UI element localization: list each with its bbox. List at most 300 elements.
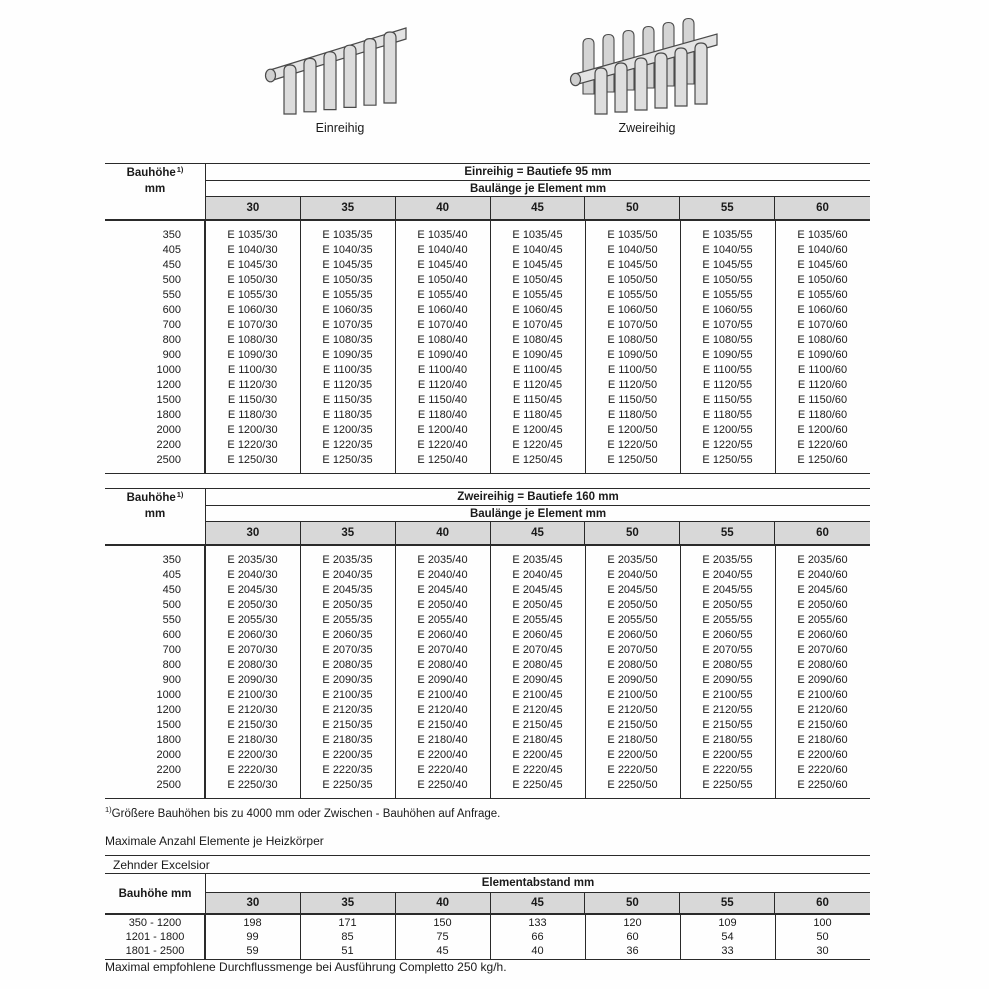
max-elements-value-cell: 109	[718, 917, 737, 929]
max-elements-value-cell: 59	[246, 945, 259, 957]
table-row	[105, 332, 870, 347]
model-code-cell: E 1035/45	[512, 228, 563, 241]
model-code-cell: E 1035/60	[797, 228, 848, 241]
table-row	[105, 777, 870, 792]
model-code-cell: E 2220/55	[702, 763, 753, 776]
model-code-cell: E 2045/40	[417, 583, 468, 596]
model-code-cell: E 2040/35	[322, 568, 373, 581]
model-code-cell: E 2040/60	[797, 568, 848, 581]
table-column-separator-line	[300, 546, 301, 798]
model-code-cell: E 2100/35	[322, 688, 373, 701]
model-code-cell: E 1045/50	[607, 258, 658, 271]
model-code-cell: E 2150/50	[607, 718, 658, 731]
model-code-cell: E 1080/55	[702, 333, 753, 346]
footnote-marker: 1)	[176, 490, 184, 499]
column-header-45: 45	[491, 196, 586, 219]
model-code-cell: E 2180/35	[322, 733, 373, 746]
model-code-cell: E 1120/60	[797, 378, 848, 391]
height-range-cell: 1801 - 2500	[125, 945, 185, 957]
model-code-cell: E 1250/50	[607, 453, 658, 466]
footnote-text: Größere Bauhöhen bis zu 4000 mm oder Zwischen - Bauhöhen auf Anfrage.	[111, 807, 501, 820]
model-code-cell: E 2090/55	[702, 673, 753, 686]
model-code-cell: E 1250/60	[797, 453, 848, 466]
max-elements-value-cell: 60	[626, 931, 639, 943]
table-column-separator-line	[490, 221, 491, 473]
model-code-cell: E 1060/35	[322, 303, 373, 316]
table-row	[105, 672, 870, 687]
table-row	[105, 422, 870, 437]
model-code-cell: E 2050/60	[797, 598, 848, 611]
table-row	[105, 702, 870, 717]
model-code-cell: E 1070/35	[322, 318, 373, 331]
model-code-cell: E 1250/45	[512, 453, 563, 466]
model-code-cell: E 1250/55	[702, 453, 753, 466]
model-code-cell: E 2035/60	[797, 553, 848, 566]
model-code-cell: E 1200/35	[322, 423, 373, 436]
model-code-cell: E 1090/40	[417, 348, 468, 361]
row-height-value: 2200	[156, 438, 181, 451]
model-code-cell: E 2050/30	[227, 598, 278, 611]
model-code-cell: E 1220/55	[702, 438, 753, 451]
footnote-marker: 1)	[105, 805, 112, 814]
model-code-cell: E 2090/35	[322, 673, 373, 686]
model-code-cell: E 1080/35	[322, 333, 373, 346]
model-code-cell: E 2090/30	[227, 673, 278, 686]
model-code-cell: E 2180/45	[512, 733, 563, 746]
model-code-cell: E 2180/60	[797, 733, 848, 746]
table-row	[105, 582, 870, 597]
model-code-cell: E 1180/60	[797, 408, 848, 421]
model-code-cell: E 1070/60	[797, 318, 848, 331]
model-code-cell: E 1035/55	[702, 228, 753, 241]
model-code-cell: E 2055/55	[702, 613, 753, 626]
model-code-cell: E 1035/50	[607, 228, 658, 241]
model-code-cell: E 1090/45	[512, 348, 563, 361]
radiator-single-row-icon	[260, 12, 420, 116]
model-code-cell: E 2080/35	[322, 658, 373, 671]
table-row	[105, 407, 870, 422]
model-code-cell: E 1090/55	[702, 348, 753, 361]
table-row	[105, 347, 870, 362]
table-einreihig-subtitle-row	[105, 181, 870, 196]
model-code-cell: E 1055/35	[322, 288, 373, 301]
table-column-separator-line	[680, 221, 681, 473]
max-elements-value-cell: 198	[243, 917, 262, 929]
model-code-cell: E 2045/45	[512, 583, 563, 596]
max-elements-value-cell: 150	[433, 917, 452, 929]
model-code-cell: E 1120/45	[512, 378, 563, 391]
model-code-cell: E 1150/40	[417, 393, 468, 406]
model-code-cell: E 2060/55	[702, 628, 753, 641]
model-code-cell: E 1200/30	[227, 423, 278, 436]
table-row	[105, 916, 870, 930]
model-code-cell: E 1055/55	[702, 288, 753, 301]
model-code-cell: E 1050/60	[797, 273, 848, 286]
model-code-cell: E 1100/50	[607, 363, 658, 376]
table-row	[105, 747, 870, 762]
model-code-cell: E 1150/35	[322, 393, 373, 406]
model-code-cell: E 2055/60	[797, 613, 848, 626]
table-column-separator-line	[775, 915, 776, 959]
model-code-cell: E 1090/60	[797, 348, 848, 361]
model-code-cell: E 1150/55	[702, 393, 753, 406]
row-header-label: Bauhöhe	[126, 491, 176, 504]
table-column-separator-line	[680, 915, 681, 959]
row-height-value: 405	[162, 243, 181, 256]
table-column-separator-line	[775, 221, 776, 473]
model-code-cell: E 1045/45	[512, 258, 563, 271]
row-height-value: 1200	[156, 378, 181, 391]
table-row	[105, 227, 870, 242]
row-height-value: 700	[162, 318, 181, 331]
flow-rate-note: Maximal empfohlene Durchflussmenge bei Ausführung Completto 250 kg/h.	[105, 960, 507, 974]
model-code-cell: E 1055/40	[417, 288, 468, 301]
table-column-separator-line	[395, 915, 396, 959]
column-headers	[205, 196, 870, 219]
table-zweireihig-column-header-row	[105, 521, 870, 546]
model-code-cell: E 1090/35	[322, 348, 373, 361]
table-column-separator-line	[585, 546, 586, 798]
table-max-elements-header	[105, 874, 870, 915]
model-code-cell: E 1220/50	[607, 438, 658, 451]
table-title: Einreihig = Bautiefe 95 mm	[205, 164, 870, 181]
table-column-separator-line	[300, 221, 301, 473]
table-zweireihig-body	[105, 546, 870, 798]
model-code-cell: E 2035/40	[417, 553, 468, 566]
model-code-cell: E 2060/40	[417, 628, 468, 641]
model-code-cell: E 1045/40	[417, 258, 468, 271]
table-column-separator-line	[680, 546, 681, 798]
model-code-cell: E 1055/60	[797, 288, 848, 301]
model-code-cell: E 1080/45	[512, 333, 563, 346]
model-code-cell: E 2050/55	[702, 598, 753, 611]
model-code-cell: E 1220/45	[512, 438, 563, 451]
table-subtitle: Baulänge je Element mm	[205, 181, 870, 196]
row-height-value: 900	[162, 673, 181, 686]
model-code-cell: E 2070/55	[702, 643, 753, 656]
model-code-cell: E 1100/60	[797, 363, 848, 376]
model-code-cell: E 1100/30	[227, 363, 278, 376]
max-elements-value-cell: 100	[813, 917, 832, 929]
model-code-cell: E 1040/55	[702, 243, 753, 256]
row-height-value: 600	[162, 303, 181, 316]
row-height-value: 550	[162, 288, 181, 301]
brand-label: Zehnder Excelsior	[105, 856, 870, 874]
model-code-cell: E 1055/30	[227, 288, 278, 301]
model-code-cell: E 2250/30	[227, 778, 278, 791]
model-code-cell: E 2080/45	[512, 658, 563, 671]
model-code-cell: E 1120/35	[322, 378, 373, 391]
model-code-cell: E 1200/60	[797, 423, 848, 436]
model-code-cell: E 2120/60	[797, 703, 848, 716]
column-header-40: 40	[396, 521, 491, 544]
model-code-cell: E 1100/55	[702, 363, 753, 376]
max-elements-value-cell: 51	[341, 945, 354, 957]
model-code-cell: E 1070/30	[227, 318, 278, 331]
model-code-cell: E 1050/45	[512, 273, 563, 286]
model-code-cell: E 2090/60	[797, 673, 848, 686]
table-row	[105, 272, 870, 287]
max-elements-value-cell: 85	[341, 931, 354, 943]
model-code-cell: E 2100/50	[607, 688, 658, 701]
table-row	[105, 762, 870, 777]
table-row	[105, 392, 870, 407]
max-elements-value-cell: 33	[721, 945, 734, 957]
row-height-value: 1800	[156, 408, 181, 421]
model-code-cell: E 1180/50	[607, 408, 658, 421]
model-code-cell: E 1040/60	[797, 243, 848, 256]
max-elements-value-cell: 40	[531, 945, 544, 957]
model-code-cell: E 2150/30	[227, 718, 278, 731]
model-code-cell: E 1250/35	[322, 453, 373, 466]
column-headers	[205, 892, 870, 913]
table-row	[105, 317, 870, 332]
max-elements-value-cell: 54	[721, 931, 734, 943]
model-code-cell: E 2100/45	[512, 688, 563, 701]
row-header-bauhoehe-mm: Bauhöhe mm	[118, 887, 192, 900]
model-code-cell: E 1070/55	[702, 318, 753, 331]
table-max-elements	[105, 855, 870, 960]
model-code-cell: E 2050/40	[417, 598, 468, 611]
model-code-cell: E 2220/35	[322, 763, 373, 776]
model-code-cell: E 1200/50	[607, 423, 658, 436]
model-code-cell: E 1250/40	[417, 453, 468, 466]
max-elements-value-cell: 36	[626, 945, 639, 957]
model-code-cell: E 2040/40	[417, 568, 468, 581]
model-code-cell: E 2250/50	[607, 778, 658, 791]
table-zweireihig	[105, 488, 870, 799]
column-header-60: 60	[775, 892, 870, 913]
table-main-separator-line	[204, 546, 206, 798]
model-code-cell: E 2250/60	[797, 778, 848, 791]
row-height-value: 450	[162, 583, 181, 596]
row-height-value: 1500	[156, 393, 181, 406]
model-code-cell: E 1080/40	[417, 333, 468, 346]
model-code-cell: E 2200/30	[227, 748, 278, 761]
table-column-separator-line	[775, 546, 776, 798]
model-code-cell: E 2040/50	[607, 568, 658, 581]
table-column-separator-line	[490, 546, 491, 798]
model-code-cell: E 2220/30	[227, 763, 278, 776]
row-height-value: 2000	[156, 748, 181, 761]
model-code-cell: E 2080/40	[417, 658, 468, 671]
model-code-cell: E 1120/30	[227, 378, 278, 391]
model-code-cell: E 2070/60	[797, 643, 848, 656]
column-header-60: 60	[775, 521, 870, 544]
max-elements-value-cell: 99	[246, 931, 259, 943]
row-header-unit: mm	[144, 507, 166, 520]
model-code-cell: E 1220/30	[227, 438, 278, 451]
table-max-elements-body	[105, 915, 870, 959]
row-height-value: 1000	[156, 688, 181, 701]
model-code-cell: E 2055/30	[227, 613, 278, 626]
table-column-separator-line	[585, 221, 586, 473]
model-code-cell: E 2055/45	[512, 613, 563, 626]
model-code-cell: E 1045/55	[702, 258, 753, 271]
model-code-cell: E 1200/45	[512, 423, 563, 436]
row-height-value: 700	[162, 643, 181, 656]
illustration-label-einreihig: Einreihig	[315, 121, 365, 135]
model-code-cell: E 2060/50	[607, 628, 658, 641]
column-header-50: 50	[585, 892, 680, 913]
row-height-value: 1200	[156, 703, 181, 716]
model-code-cell: E 2090/40	[417, 673, 468, 686]
model-code-cell: E 2055/50	[607, 613, 658, 626]
model-code-cell: E 2050/35	[322, 598, 373, 611]
model-code-cell: E 2220/40	[417, 763, 468, 776]
model-code-cell: E 2180/30	[227, 733, 278, 746]
max-elements-value-cell: 75	[436, 931, 449, 943]
row-height-value: 2500	[156, 453, 181, 466]
model-code-cell: E 2045/50	[607, 583, 658, 596]
model-code-cell: E 1035/30	[227, 228, 278, 241]
height-range-cell: 1201 - 1800	[125, 931, 185, 943]
row-height-value: 600	[162, 628, 181, 641]
model-code-cell: E 2090/50	[607, 673, 658, 686]
model-code-cell: E 2100/30	[227, 688, 278, 701]
model-code-cell: E 1060/45	[512, 303, 563, 316]
model-code-cell: E 1050/40	[417, 273, 468, 286]
model-code-cell: E 2120/35	[322, 703, 373, 716]
table-column-separator-line	[395, 221, 396, 473]
table-zweireihig-subtitle-row	[105, 506, 870, 521]
model-code-cell: E 2040/55	[702, 568, 753, 581]
model-code-cell: E 1050/55	[702, 273, 753, 286]
model-code-cell: E 1080/50	[607, 333, 658, 346]
table-row	[105, 717, 870, 732]
table-column-separator-line	[395, 546, 396, 798]
table-main-separator-line	[204, 915, 206, 959]
model-code-cell: E 1060/40	[417, 303, 468, 316]
table-row	[105, 302, 870, 317]
model-code-cell: E 1180/40	[417, 408, 468, 421]
max-elements-value-cell: 30	[816, 945, 829, 957]
model-code-cell: E 2060/35	[322, 628, 373, 641]
table-row	[105, 657, 870, 672]
column-header-45: 45	[491, 521, 586, 544]
column-header-40: 40	[396, 196, 491, 219]
model-code-cell: E 2100/60	[797, 688, 848, 701]
table-row	[105, 452, 870, 467]
model-code-cell: E 2035/35	[322, 553, 373, 566]
table-subtitle: Baulänge je Element mm	[205, 506, 870, 521]
table-einreihig-title-row	[105, 164, 870, 181]
model-code-cell: E 1035/35	[322, 228, 373, 241]
model-code-cell: E 2120/50	[607, 703, 658, 716]
model-code-cell: E 2200/50	[607, 748, 658, 761]
model-code-cell: E 1070/40	[417, 318, 468, 331]
model-code-cell: E 2200/40	[417, 748, 468, 761]
model-code-cell: E 2250/40	[417, 778, 468, 791]
model-code-cell: E 2045/55	[702, 583, 753, 596]
model-code-cell: E 2070/35	[322, 643, 373, 656]
column-header-35: 35	[301, 521, 396, 544]
model-code-cell: E 2035/55	[702, 553, 753, 566]
table-row	[105, 437, 870, 452]
model-code-cell: E 1180/45	[512, 408, 563, 421]
footnote-marker: 1)	[176, 165, 184, 174]
radiator-illustration-einreihig	[258, 12, 422, 135]
table-row	[105, 377, 870, 392]
model-code-cell: E 2250/35	[322, 778, 373, 791]
row-height-value: 550	[162, 613, 181, 626]
model-code-cell: E 2070/50	[607, 643, 658, 656]
table-row	[105, 552, 870, 567]
model-code-cell: E 1045/30	[227, 258, 278, 271]
table-row	[105, 732, 870, 747]
model-code-cell: E 2035/30	[227, 553, 278, 566]
model-code-cell: E 2055/40	[417, 613, 468, 626]
model-code-cell: E 2100/55	[702, 688, 753, 701]
table-row	[105, 597, 870, 612]
max-elements-value-cell: 120	[623, 917, 642, 929]
model-code-cell: E 2120/30	[227, 703, 278, 716]
row-height-value: 1800	[156, 733, 181, 746]
model-code-cell: E 1150/30	[227, 393, 278, 406]
model-code-cell: E 2035/45	[512, 553, 563, 566]
table-einreihig	[105, 163, 870, 474]
model-code-cell: E 2150/55	[702, 718, 753, 731]
model-code-cell: E 2080/55	[702, 658, 753, 671]
model-code-cell: E 1060/50	[607, 303, 658, 316]
model-code-cell: E 1180/30	[227, 408, 278, 421]
model-code-cell: E 2200/55	[702, 748, 753, 761]
row-height-value: 2200	[156, 763, 181, 776]
model-code-cell: E 2200/35	[322, 748, 373, 761]
row-height-value: 900	[162, 348, 181, 361]
radiator-illustration-zweireihig	[565, 8, 729, 135]
column-header-spacer	[105, 196, 205, 219]
column-header-45: 45	[491, 892, 586, 913]
model-code-cell: E 2180/50	[607, 733, 658, 746]
model-code-cell: E 2150/60	[797, 718, 848, 731]
model-code-cell: E 1055/50	[607, 288, 658, 301]
model-code-cell: E 2120/40	[417, 703, 468, 716]
table-row	[105, 567, 870, 582]
table-column-separator-line	[585, 915, 586, 959]
model-code-cell: E 1050/50	[607, 273, 658, 286]
model-code-cell: E 1050/30	[227, 273, 278, 286]
row-height-value: 2000	[156, 423, 181, 436]
model-code-cell: E 1120/50	[607, 378, 658, 391]
column-header-spacer	[105, 521, 205, 544]
column-header-35: 35	[301, 892, 396, 913]
model-code-cell: E 2200/60	[797, 748, 848, 761]
column-group-title: Elementabstand mm	[205, 874, 870, 892]
model-code-cell: E 2060/45	[512, 628, 563, 641]
table-row	[105, 944, 870, 958]
table-row	[105, 627, 870, 642]
model-code-cell: E 2250/55	[702, 778, 753, 791]
column-headers	[205, 521, 870, 544]
max-elements-heading: Maximale Anzahl Elemente je Heizkörper	[105, 834, 324, 848]
max-elements-value-cell: 66	[531, 931, 544, 943]
model-code-cell: E 2120/45	[512, 703, 563, 716]
model-code-cell: E 1040/50	[607, 243, 658, 256]
model-code-cell: E 1080/30	[227, 333, 278, 346]
model-code-cell: E 1060/60	[797, 303, 848, 316]
model-code-cell: E 1040/40	[417, 243, 468, 256]
model-code-cell: E 2220/60	[797, 763, 848, 776]
column-header-30: 30	[206, 892, 301, 913]
column-header-50: 50	[585, 521, 680, 544]
model-code-cell: E 2200/45	[512, 748, 563, 761]
table-row	[105, 242, 870, 257]
model-code-cell: E 2080/30	[227, 658, 278, 671]
model-code-cell: E 1180/35	[322, 408, 373, 421]
table-row	[105, 612, 870, 627]
model-code-cell: E 1045/35	[322, 258, 373, 271]
